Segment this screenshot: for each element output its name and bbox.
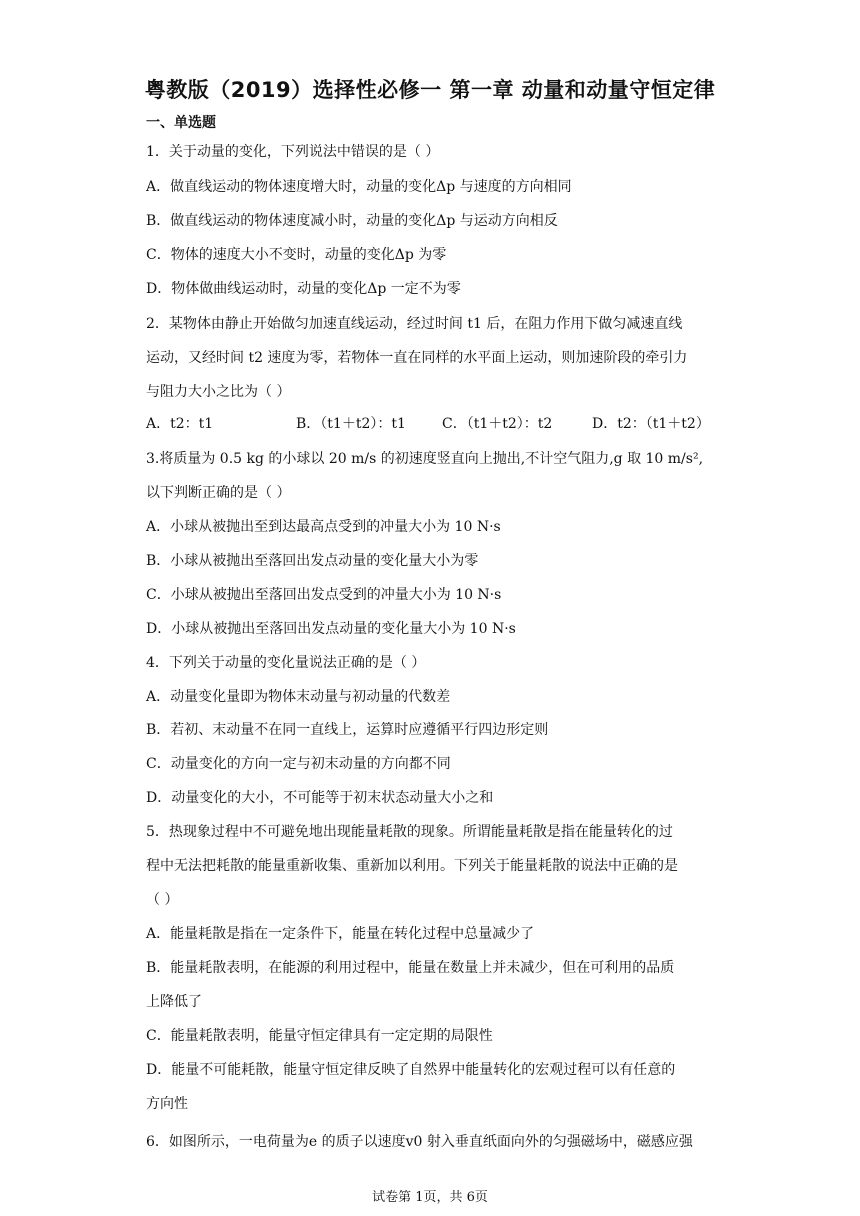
question-line: 4．下列关于动量的变化量说法正确的是（ ） — [146, 655, 426, 671]
option-a: A．t2：t1 — [146, 416, 214, 432]
question-line: 1．关于动量的变化，下列说法中错误的是（ ） — [146, 144, 440, 160]
option-c: C．（t1＋t2）：t2 — [442, 416, 553, 432]
question-line: 与阻力大小之比为（ ） — [146, 384, 291, 400]
question-line: 6．如图所示，一电荷量为e 的质子以速度v0 射入垂直纸面向外的匀强磁场中，磁感应强 — [146, 1134, 693, 1150]
option-line: A．小球从被抛出至到达最高点受到的冲量大小为 10 N·s — [146, 519, 501, 535]
page-title: 粤教版（2019）选择性必修一 第一章 动量和动量守恒定律 — [144, 78, 716, 102]
question-line: 5．热现象过程中不可避免地出现能量耗散的现象。所谓能量耗散是指在能量转化的过 — [146, 824, 673, 840]
option-b: B．（t1＋t2）：t1 — [296, 416, 406, 432]
option-line: D．能量不可能耗散，能量守恒定律反映了自然界中能量转化的宏观过程可以有任意的 — [146, 1062, 676, 1078]
option-line: A．动量变化量即为物体末动量与初动量的代数差 — [146, 689, 451, 705]
option-line: D．动量变化的大小，不可能等于初末状态动量大小之和 — [146, 790, 494, 806]
option-line: C．小球从被抛出至落回出发点受到的冲量大小为 10 N·s — [146, 587, 502, 603]
page-footer: 试卷第 1页，共 6页 — [372, 1190, 488, 1205]
option-line: B．能量耗散表明，在能源的利用过程中，能量在数量上并未减少，但在可利用的品质 — [146, 960, 675, 976]
option-line: C．能量耗散表明，能量守恒定律具有一定定期的局限性 — [146, 1028, 493, 1044]
question-line: 程中无法把耗散的能量重新收集、重新加以利用。下列关于能量耗散的说法中正确的是 — [146, 858, 678, 874]
option-line: A．能量耗散是指在一定条件下，能量在转化过程中总量减少了 — [146, 926, 535, 942]
question-line: 以下判断正确的是（ ） — [146, 485, 291, 501]
option-line: 方向性 — [146, 1096, 188, 1112]
option-d: D．t2：（t1＋t2） — [592, 416, 710, 432]
option-line: C．动量变化的方向一定与初末动量的方向都不同 — [146, 756, 451, 772]
section-heading: 一、单选题 — [146, 115, 216, 131]
option-line: C．物体的速度大小不变时，动量的变化Δp 为零 — [146, 247, 447, 263]
option-line: B．做直线运动的物体速度减小时，动量的变化Δp 与运动方向相反 — [146, 213, 558, 229]
question-line: （ ） — [146, 892, 179, 908]
option-line: D．物体做曲线运动时，动量的变化Δp 一定不为零 — [146, 281, 461, 297]
option-line: 上降低了 — [146, 994, 202, 1010]
option-line: D．小球从被抛出至落回出发点动量的变化量大小为 10 N·s — [146, 621, 516, 637]
question-line: 2．某物体由静止开始做匀加速直线运动，经过时间 t1 后，在阻力作用下做匀减速直线 — [146, 316, 683, 332]
question-line: 3.将质量为 0.5 kg 的小球以 20 m/s 的初速度竖直向上抛出,不计空气阻力,g 取 10 m/s², — [146, 451, 704, 467]
option-line: B．若初、末动量不在同一直线上，运算时应遵循平行四边形定则 — [146, 722, 549, 738]
option-line: B．小球从被抛出至落回出发点动量的变化量大小为零 — [146, 553, 479, 569]
option-line: A．做直线运动的物体速度增大时，动量的变化Δp 与速度的方向相同 — [146, 179, 572, 195]
question-line: 运动，又经时间 t2 速度为零，若物体一直在同样的水平面上运动，则加速阶段的牵引力 — [146, 350, 688, 366]
